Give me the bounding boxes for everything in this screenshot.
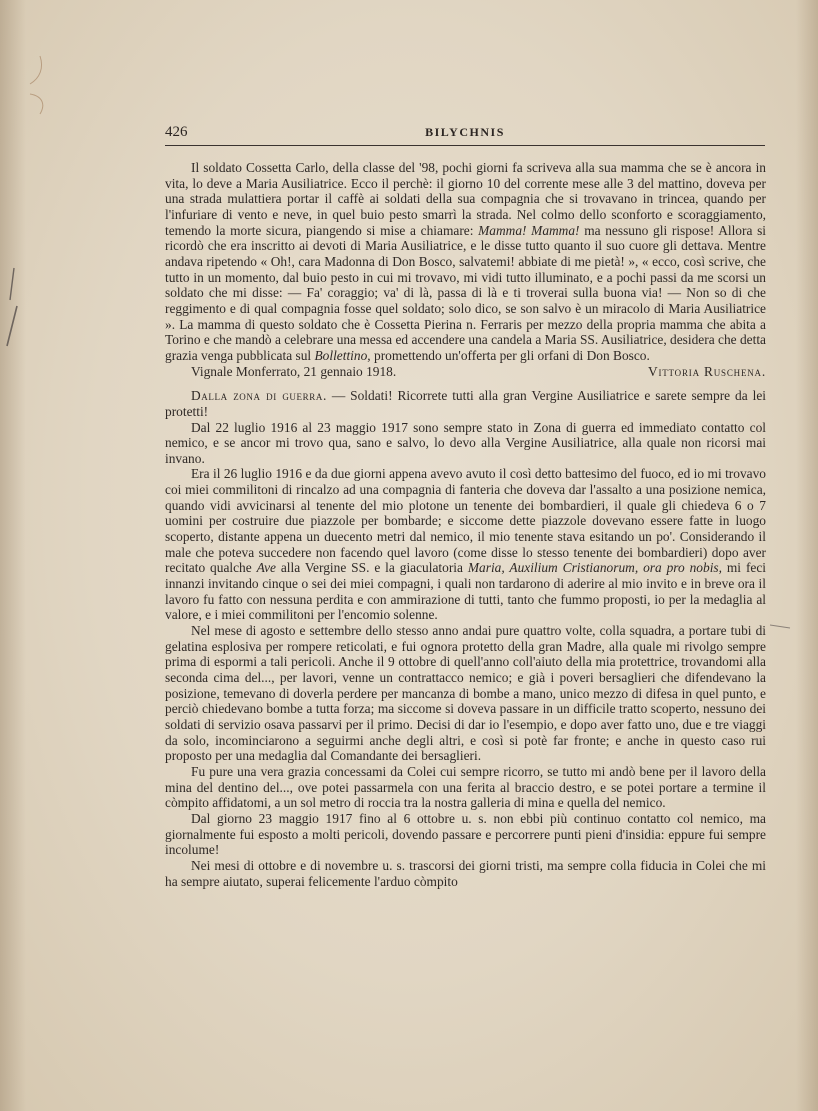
letter1-bollettino: Bollettino: [314, 347, 368, 363]
letter2-paragraph-4: Fu pure una vera grazia concessami da Colei cui sempre ricorro, se tutto mi andò bene per il lavoro della mina del dentino del..., ove potei passarmela con una ferita al braccio destro, e se potei portare a termine il còmpito affidatomi, a un sol metro di roccia tra la nostra galleria di mina e quella del nemico.: [165, 763, 766, 811]
signature-line: [165, 364, 766, 380]
place-date: Vignale Monferrato, 21 gennaio 1918.: [191, 363, 397, 379]
page-shadow-left: [0, 0, 26, 1111]
page-number: 426: [165, 124, 188, 140]
letter1-text-cont: ma nessuno gli rispose! Allora si ricordò che era inscritto ai devoti di Maria Ausiliatrice, e le disse tutto quanto il suo cuore gli dettava. Mentre andava ripetendo « Oh!, cara Madonna di Don Bosco, salvatemi! abbiate di me pietà! », « ecco, così scrive, che tutto in un momento, dal buio pesto in cui mi trovavo, mi vidi tutto illuminato, e a pochi passi da me scorsi un soldato che mi disse: — Fa' coraggio; va' di là, passa di là e ti troverai sulla buona via! — Non so di che reggimento e di qual compagnia fosse quel soldato; solo dico, se son salvo è un miracolo di Maria Ausiliatrice ». La mamma di questo soldato che è Cossetta Pierina n. Ferraris per mezzo della propria mamma che abita a Torino e che mandò a celebrare una messa ed accendere una candela a Maria SS. Ausiliatrice, desidera che detta grazia venga pubblicata sul: [165, 222, 767, 363]
author-name: Vittoria Ruschena.: [647, 363, 766, 379]
p2-text-c: mi feci innanzi invitando cinque o sei dei miei compagni, i quali non tardarono di aderire al mio invito e in breve ora il lavoro fu fatto con nessuna perdita e con ammirazione di tutti, tanto che fummo proposti, io per la medaglia al valore, e i miei commilitoni per l'encomio solenne.: [165, 560, 767, 623]
letter2-paragraph-6: Nei mesi di ottobre e di novembre u. s. trascorsi dei giorni tristi, ma sempre colla fiducia in Colei che mi ha sempre aiutato, superai felicemente l'arduo còmpito: [165, 857, 766, 889]
running-head: BILYCHNIS: [425, 125, 505, 139]
letter2-paragraph-1: Dal 22 luglio 1916 al 23 maggio 1917 sono sempre stato in Zona di guerra ed immediato contatto col nemico, e se ancor mi trovo qua, sano e salvo, lo devo alla Vergine Ausiliatrice, alla quale non ricorsi mai invano.: [165, 419, 766, 466]
letter2-paragraph-2: [165, 466, 766, 623]
margin-mark-3: [30, 56, 42, 84]
letter2-intro: [165, 388, 766, 419]
page-shadow-right: [796, 0, 818, 1111]
p2-text-a: Era il 26 luglio 1916 e da due giorni appena avevo avuto il così detto battesimo del fuoco, ed io mi trovavo coi miei commilitoni di rincalzo ad una compagnia di fanteria che doveva dar l'assalto a una posizione nemica, quando vidi avvicinarsi al tenente del mio plotone un tenente dei bombardieri, il quale gli chiedeva 6 o 7 uomini per costruire due piazzole per bombarde; e siccome dette piazzole dovevano essere fatte in luogo scoperto, distante appena un duecento metri dal nemico, il mio tenente stava esitando un po'. Considerando il male che poteva succedere non facendo quel lavoro (come disse lo stesso tenente dei bombardieri) dopo aver recitato qualche: [165, 466, 766, 576]
letter2-paragraph-5: Dal giorno 23 maggio 1917 fino al 6 ottobre u. s. non ebbi più continuo contatto col nemico, ma giornalmente fui esposto a molti pericoli, dovendo passare e percorrere punti pieni d'insidia: eppure fui sempre incolume!: [165, 810, 766, 858]
header-rule: [165, 145, 765, 146]
margin-mark-4: [30, 94, 43, 114]
letter1-cry: Mamma! Mamma!: [478, 222, 580, 238]
dash-mark: [770, 625, 790, 628]
section-heading: Dalla zona di guerra.: [191, 388, 327, 404]
letter2-paragraph-3: Nel mese di agosto e settembre dello stesso anno andai pure quattro volte, colla squadra, a portare tubi di gelatina esplosiva per rompere reticolati, e fui ognora protetto della gran Madre, alla quale mi rivolgo sempre prima di espormi a tali pericoli. Anche il 9 ottobre di quell'anno coll'aiuto della mia protettrice, trovandomi alla seconda cima del..., per lavori, venne un contrattacco nemico; e già i poveri bersaglieri che difendevano la posizione, temevano di doverla perdere per mancanza di bombe a mano, unico mezzo di difesa in quel punto, e perciò chiedevano bombe a tutta forza; ma siccome si doveva passare in un difficile tratto scoperto, nessuno dei soldati di servizio osava passarvi per il primo. Decisi di dar io l'esempio, e dopo aver fatto uno, due e tre viaggi da solo, incominciarono a seguirmi anche degli altri, e così si potè far fronte; e anche in questo caso rui proposto per una medaglia dal Comandante dei bersaglieri.: [165, 623, 766, 764]
p2-text-b: alla Vergine SS. e la giaculatoria: [275, 560, 463, 576]
page-header: [165, 124, 765, 146]
letter1-text: Il soldato Cossetta Carlo, della classe del '98, pochi giorni fa scriveva alla sua mamma che se è ancora in vita, lo deve a Maria Ausiliatrice. Ecco il perchè: il giorno 10 del corrente mese alle 3 del mattino, doveva per una strada mulattiera portar il caffè ai soldati della sua compagnia che si trovavano in trincea, quando per l'infuriare di vento e neve, in quel buio pesto smarrì la strada. Nel colmo dello sconforto e scoraggiamento, temendo la morte sicura, piangendo si mise a chiamare:: [165, 160, 766, 238]
p2-latin: Maria, Auxilium Cristianorum, ora pro nobis,: [467, 560, 722, 576]
letter2-intro-text: — Soldati! Ricorrete tutti alla gran Vergine Ausiliatrice e sarete sempre da lei protetti!: [165, 388, 766, 419]
letter1-text-end: , promettendo un'offerta per gli orfani di Don Bosco.: [367, 347, 650, 363]
article-body: [165, 160, 766, 889]
letter1-paragraph: [165, 160, 766, 364]
p2-ave: Ave: [256, 560, 276, 576]
